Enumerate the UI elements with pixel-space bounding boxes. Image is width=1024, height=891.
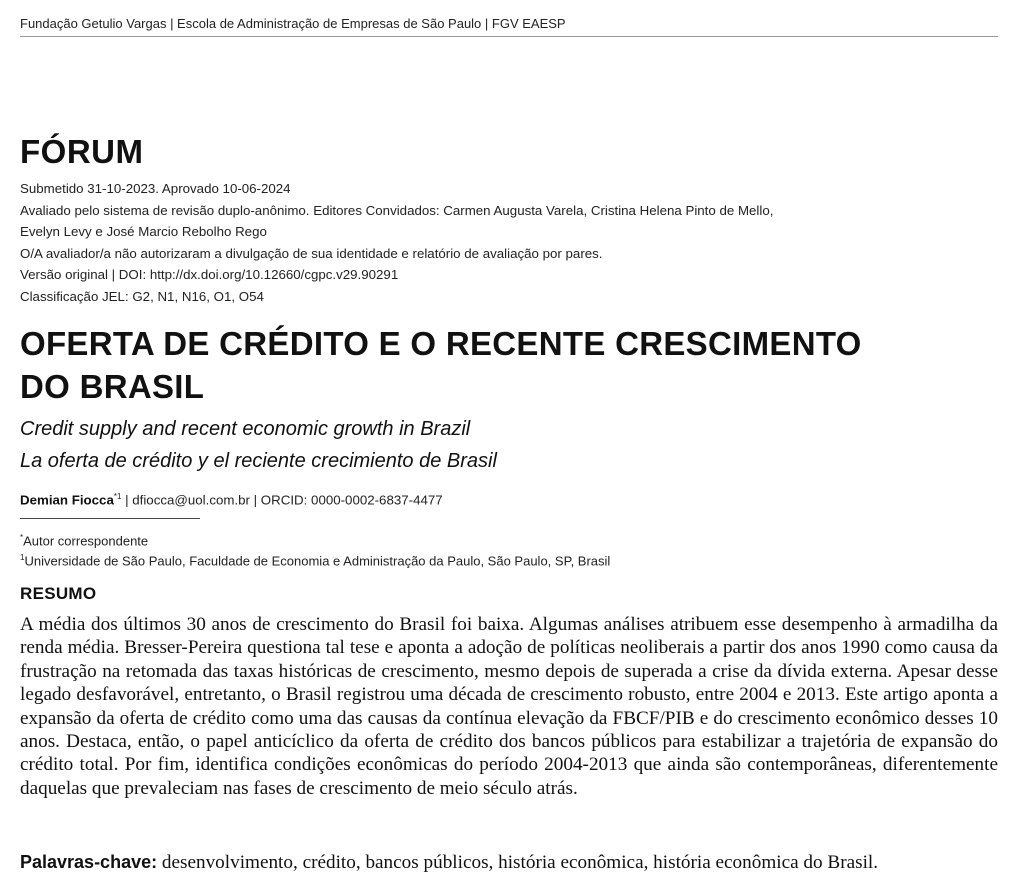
jel-classification: Classificação JEL: G2, N1, N16, O1, O54	[20, 288, 264, 304]
version-doi: Versão original | DOI: http://dx.doi.org/10.12660/cgpc.v29.90291	[20, 267, 399, 282]
corresponding-text: Autor correspondente	[23, 533, 149, 549]
article-title-line1: OFERTA DE CRÉDITO E O RECENTE CRESCIMENTO	[20, 325, 862, 362]
keywords	[20, 852, 1010, 874]
review-info-line2: Evelyn Levy e José Marcio Rebolho Rego	[20, 224, 267, 239]
title-spanish: La oferta de crédito y el reciente crecimiento de Brasil	[20, 450, 497, 472]
footnote-divider	[20, 518, 200, 519]
corresponding-mark: *	[20, 533, 24, 542]
article-title	[20, 322, 980, 408]
journal-header: Fundação Getulio Vargas | Escola de Administração de Empresas de São Paulo | FGV EAESP	[20, 16, 998, 37]
affiliation-note	[20, 549, 610, 569]
review-disclosure: O/A avaliador/a não autorizaram a divulgação de sua identidade e relatório de avaliação por pares.	[20, 245, 603, 261]
keywords-text: desenvolvimento, crédito, bancos públicos, história econômica, história econômica do Brasil.	[157, 852, 879, 873]
keywords-label: Palavras-chave:	[20, 852, 158, 872]
author-marks: *1	[113, 492, 122, 501]
author-name: Demian Fiocca	[20, 492, 114, 508]
abstract-heading: RESUMO	[20, 584, 97, 603]
author-line	[20, 492, 443, 507]
submission-dates: Submetido 31-10-2023. Aprovado 10-06-2024	[20, 181, 291, 196]
abstract-body: A média dos últimos 30 anos de crescimento do Brasil foi baixa. Algumas análises atribuem esse desempenho à armadilha da renda média. Bresser-Pereira questiona tal tese e aponta a adoção de políticas neoliberais a partir dos anos 1990 como causa da frustração na retomada das taxas históricas de crescimento, mesmo depois de superada a crise da dívida externa. Apesar desse legado desfavorável, entretanto, o Brasil registrou uma década de crescimento robusto, entre 2004 e 2013. Este artigo aponta a expansão da oferta de crédito como uma das causas da contínua elevação da FBCF/PIB e do crescimento econômico desses 10 anos. Destaca, então, o papel anticíclico da oferta de crédito dos bancos públicos para estabilizar a trajetória de expansão do crédito total. Por fim, identifica condições econômicas do período 2004-2013 que ainda são contemporâneas, diferentemente daquelas que prevaleciam nas fases de crescimento de meio século atrás.	[20, 614, 998, 799]
corresponding-note	[20, 529, 610, 549]
affiliation-text: Universidade de São Paulo, Faculdade de Economia e Administração da Paulo, São Paulo, SP, Brasil	[24, 553, 611, 569]
section-label: FÓRUM	[20, 133, 144, 170]
article-title-line2: DO BRASIL	[20, 368, 205, 405]
author-notes	[20, 529, 610, 570]
title-english: Credit supply and recent economic growth in Brazil	[20, 418, 471, 440]
author-details: | dfiocca@uol.com.br | ORCID: 0000-0002-6837-4477	[121, 492, 443, 508]
affiliation-mark: 1	[20, 553, 25, 563]
article-metadata	[20, 178, 995, 307]
review-info-line1: Avaliado pelo sistema de revisão duplo-anônimo. Editores Convidados: Carmen Augusta Varela, Cristina Helena Pinto de Mello,	[20, 202, 774, 218]
